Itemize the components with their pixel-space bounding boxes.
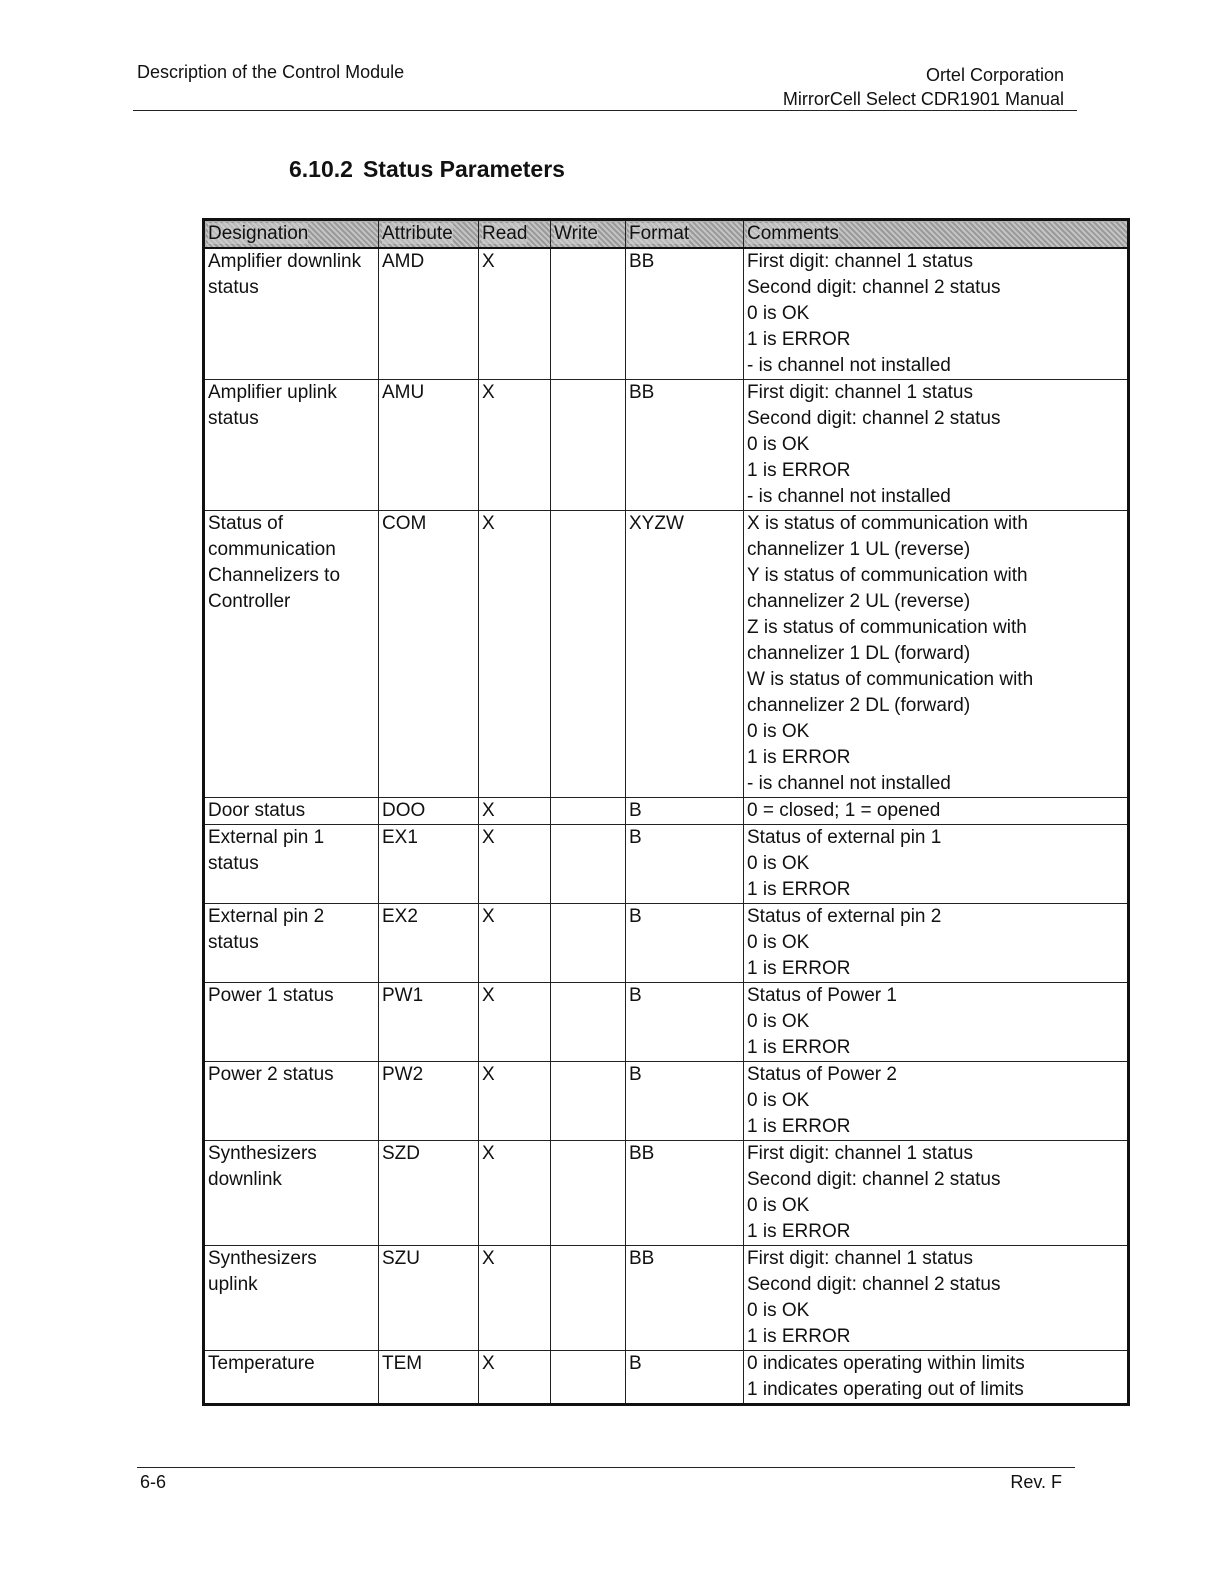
write-cell — [551, 1062, 626, 1141]
designation-cell-line: status — [208, 853, 259, 874]
comments-cell-line: 1 is ERROR — [747, 958, 851, 979]
comments-cell — [744, 511, 1129, 798]
comments-cell-line: 1 is ERROR — [747, 879, 851, 900]
designation-cell — [204, 1351, 379, 1405]
write-cell — [551, 1246, 626, 1351]
comments-cell-line: channelizer 1 DL (forward) — [747, 643, 971, 664]
comments-cell-line: W is status of communication with — [747, 669, 1034, 690]
designation-cell — [204, 1141, 379, 1246]
attribute-cell: AMU — [379, 380, 479, 511]
revision-label: Rev. F — [1010, 1472, 1062, 1492]
comments-cell — [744, 1351, 1129, 1405]
table-row — [204, 1062, 1129, 1141]
designation-cell-line: status — [208, 277, 259, 298]
designation-cell — [204, 1062, 379, 1141]
comments-cell-line: 1 is ERROR — [747, 1037, 851, 1058]
column-header-designation: Designation — [204, 220, 379, 249]
designation-cell-line: External pin 2 — [208, 906, 325, 927]
write-cell — [551, 248, 626, 380]
column-header-format: Format — [626, 220, 744, 249]
read-cell: X — [479, 798, 551, 825]
comments-cell-line: 1 is ERROR — [747, 1116, 851, 1137]
write-cell — [551, 798, 626, 825]
format-cell: BB — [626, 248, 744, 380]
read-cell: X — [479, 1141, 551, 1246]
comments-cell — [744, 248, 1129, 380]
designation-cell-line: Synthesizers — [208, 1248, 317, 1269]
read-cell: X — [479, 1246, 551, 1351]
comments-cell-line: Status of external pin 2 — [747, 906, 942, 927]
table-row — [204, 248, 1129, 380]
attribute-cell: PW2 — [379, 1062, 479, 1141]
read-cell: X — [479, 1351, 551, 1405]
header-manual-title: MirrorCell Select CDR1901 Manual — [782, 89, 1064, 109]
comments-cell-line: channelizer 2 UL (reverse) — [747, 591, 971, 612]
section-title: Status Parameters — [362, 156, 565, 182]
attribute-cell: COM — [379, 511, 479, 798]
comments-cell-line: 0 is OK — [747, 853, 810, 874]
comments-cell-line: Second digit: channel 2 status — [747, 408, 1001, 429]
comments-cell-line: Status of external pin 1 — [747, 827, 942, 848]
attribute-cell: PW1 — [379, 983, 479, 1062]
comments-cell-line: 1 is ERROR — [747, 747, 851, 768]
comments-cell-line: 0 is OK — [747, 1011, 810, 1032]
comments-cell-line: Second digit: channel 2 status — [747, 1274, 1001, 1295]
format-cell: B — [626, 1062, 744, 1141]
table-row — [204, 1351, 1129, 1405]
format-cell: BB — [626, 380, 744, 511]
designation-cell-line: Power 1 status — [208, 985, 334, 1006]
read-cell: X — [479, 380, 551, 511]
comments-cell-line: Second digit: channel 2 status — [747, 277, 1001, 298]
read-cell: X — [479, 904, 551, 983]
comments-cell-line: 1 is ERROR — [747, 329, 851, 350]
table-row — [204, 1141, 1129, 1246]
comments-cell — [744, 1246, 1129, 1351]
column-header-comments: Comments — [744, 220, 1129, 249]
comments-cell-line: First digit: channel 1 status — [747, 251, 973, 272]
comments-cell-line: 0 is OK — [747, 1300, 810, 1321]
comments-cell-line: Z is status of communication with — [747, 617, 1027, 638]
comments-cell-line: Status of Power 1 — [747, 985, 897, 1006]
attribute-cell: DOO — [379, 798, 479, 825]
write-cell — [551, 380, 626, 511]
comments-cell-line: 1 is ERROR — [747, 1326, 851, 1347]
section-heading — [289, 156, 565, 183]
designation-cell-line: Status of — [208, 513, 283, 534]
page-number: 6-6 — [140, 1472, 167, 1492]
comments-cell-line: - is channel not installed — [747, 486, 951, 507]
format-cell: B — [626, 983, 744, 1062]
table-row — [204, 1246, 1129, 1351]
designation-cell-line: Amplifier uplink — [208, 382, 337, 403]
designation-cell-line: uplink — [208, 1274, 258, 1295]
attribute-cell: SZD — [379, 1141, 479, 1246]
comments-cell-line: 0 is OK — [747, 1195, 810, 1216]
designation-cell-line: Power 2 status — [208, 1064, 334, 1085]
designation-cell — [204, 380, 379, 511]
comments-cell — [744, 798, 1129, 825]
comments-cell — [744, 983, 1129, 1062]
header-company: Ortel Corporation — [925, 65, 1064, 85]
table-row — [204, 904, 1129, 983]
comments-cell-line: - is channel not installed — [747, 355, 951, 376]
table-row — [204, 983, 1129, 1062]
designation-cell-line: Controller — [208, 591, 291, 612]
designation-cell — [204, 798, 379, 825]
status-parameters-table — [202, 218, 1130, 1406]
comments-cell-line: 0 is OK — [747, 932, 810, 953]
write-cell — [551, 983, 626, 1062]
footer-divider — [137, 1467, 1075, 1468]
comments-cell-line: - is channel not installed — [747, 773, 951, 794]
designation-cell-line: Synthesizers — [208, 1143, 317, 1164]
comments-cell-line: First digit: channel 1 status — [747, 382, 973, 403]
format-cell: B — [626, 798, 744, 825]
column-header-attribute: Attribute — [379, 220, 479, 249]
designation-cell-line: Amplifier downlink — [208, 251, 362, 272]
comments-cell-line: First digit: channel 1 status — [747, 1143, 973, 1164]
comments-cell-line: 0 is OK — [747, 434, 810, 455]
column-header-write: Write — [551, 220, 626, 249]
designation-cell-line: downlink — [208, 1169, 282, 1190]
comments-cell-line: Second digit: channel 2 status — [747, 1169, 1001, 1190]
write-cell — [551, 1141, 626, 1246]
designation-cell — [204, 511, 379, 798]
comments-cell-line: 1 is ERROR — [747, 460, 851, 481]
format-cell: XYZW — [626, 511, 744, 798]
write-cell — [551, 1351, 626, 1405]
designation-cell-line: Door status — [208, 800, 306, 821]
comments-cell-line: Status of Power 2 — [747, 1064, 897, 1085]
designation-cell-line: Channelizers to — [208, 565, 341, 586]
comments-cell-line: 1 indicates operating out of limits — [747, 1379, 1024, 1400]
table-body — [204, 248, 1129, 1405]
designation-cell — [204, 983, 379, 1062]
format-cell: BB — [626, 1141, 744, 1246]
table-row — [204, 798, 1129, 825]
table-row — [204, 380, 1129, 511]
comments-cell — [744, 380, 1129, 511]
designation-cell-line: Temperature — [208, 1353, 315, 1374]
comments-cell-line: 1 is ERROR — [747, 1221, 851, 1242]
write-cell — [551, 511, 626, 798]
read-cell: X — [479, 248, 551, 380]
comments-cell-line: channelizer 2 DL (forward) — [747, 695, 971, 716]
designation-cell — [204, 904, 379, 983]
write-cell — [551, 825, 626, 904]
section-number: 6.10.2 — [289, 156, 353, 182]
comments-cell-line: 0 is OK — [747, 303, 810, 324]
comments-cell — [744, 904, 1129, 983]
comments-cell-line: channelizer 1 UL (reverse) — [747, 539, 971, 560]
table-row — [204, 511, 1129, 798]
comments-cell — [744, 1062, 1129, 1141]
format-cell: B — [626, 825, 744, 904]
comments-cell — [744, 1141, 1129, 1246]
format-cell: B — [626, 1351, 744, 1405]
read-cell: X — [479, 825, 551, 904]
comments-cell-line: 0 is OK — [747, 1090, 810, 1111]
write-cell — [551, 904, 626, 983]
table-row — [204, 825, 1129, 904]
column-header-read: Read — [479, 220, 551, 249]
read-cell: X — [479, 511, 551, 798]
comments-cell-line: 0 is OK — [747, 721, 810, 742]
attribute-cell: EX1 — [379, 825, 479, 904]
comments-cell-line: 0 indicates operating within limits — [747, 1353, 1025, 1374]
table-header-row — [204, 220, 1129, 249]
comments-cell — [744, 825, 1129, 904]
designation-cell — [204, 825, 379, 904]
comments-cell-line: X is status of communication with — [747, 513, 1028, 534]
comments-cell-line: First digit: channel 1 status — [747, 1248, 973, 1269]
format-cell: B — [626, 904, 744, 983]
attribute-cell: SZU — [379, 1246, 479, 1351]
attribute-cell: TEM — [379, 1351, 479, 1405]
attribute-cell: EX2 — [379, 904, 479, 983]
comments-cell-line: Y is status of communication with — [747, 565, 1028, 586]
format-cell: BB — [626, 1246, 744, 1351]
designation-cell-line: External pin 1 — [208, 827, 325, 848]
header-right-block — [783, 63, 1064, 111]
designation-cell-line: communication — [208, 539, 336, 560]
comments-cell-line: 0 = closed; 1 = opened — [747, 800, 941, 821]
designation-cell-line: status — [208, 408, 259, 429]
read-cell: X — [479, 1062, 551, 1141]
attribute-cell: AMD — [379, 248, 479, 380]
designation-cell-line: status — [208, 932, 259, 953]
read-cell: X — [479, 983, 551, 1062]
header-left-text: Description of the Control Module — [137, 62, 405, 82]
designation-cell — [204, 1246, 379, 1351]
header-divider — [133, 110, 1077, 111]
designation-cell — [204, 248, 379, 380]
